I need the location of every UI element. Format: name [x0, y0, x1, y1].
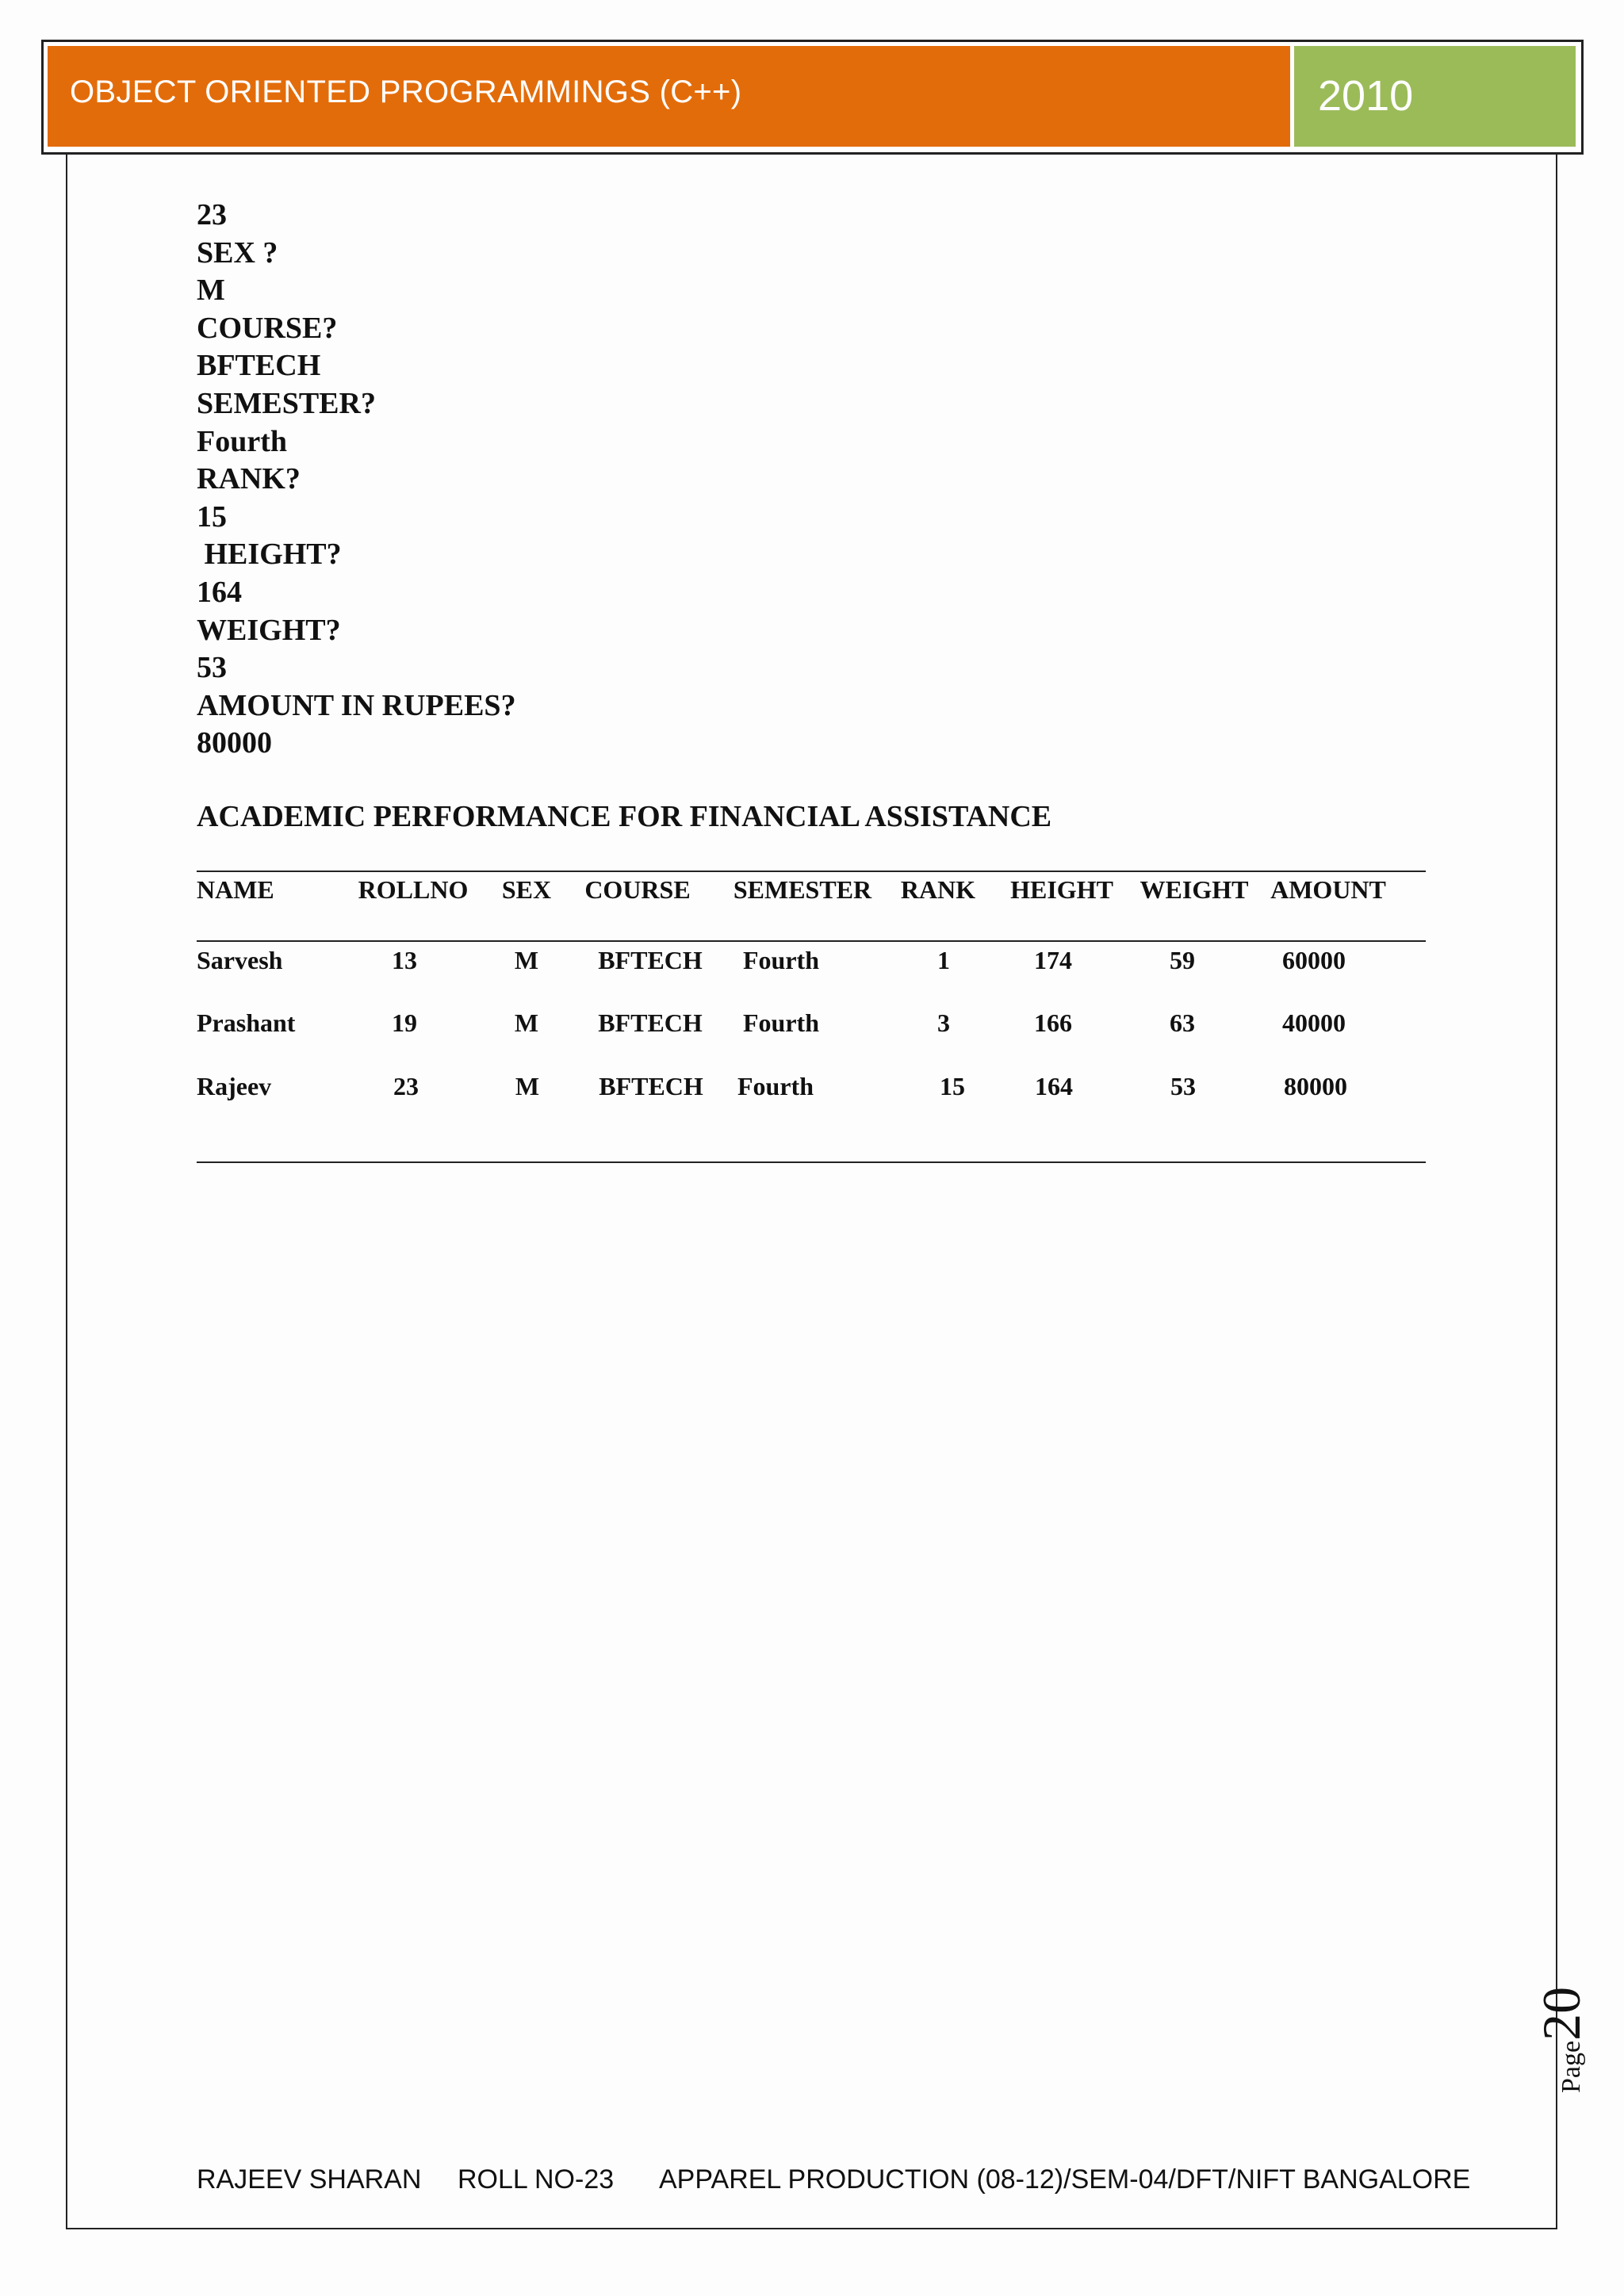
cell-name: Sarvesh [197, 946, 283, 974]
page-number [1530, 1986, 1591, 2101]
footer-author: RAJEEV SHARAN [197, 2164, 422, 2195]
cell-height: 174 [1034, 946, 1072, 974]
column-header-name: NAME [197, 875, 274, 904]
cell-semester: Fourth [737, 1072, 814, 1100]
column-header-semester: SEMESTER [733, 875, 872, 904]
program-output-lines [197, 197, 516, 763]
cell-weight: 59 [1170, 946, 1195, 974]
cell-course: BFTECH [599, 1072, 703, 1100]
table-header-rule [197, 940, 1426, 942]
cell-rollno: 23 [393, 1072, 419, 1100]
output-line: AMOUNT IN RUPEES? [197, 688, 516, 722]
cell-semester: Fourth [743, 946, 819, 974]
cell-height: 164 [1035, 1072, 1073, 1100]
cell-rank: 15 [940, 1072, 965, 1100]
column-header-weight: WEIGHT [1139, 875, 1249, 904]
header-year: 2010 [1318, 72, 1414, 120]
page-label: Page [1557, 2040, 1586, 2093]
cell-rollno: 19 [392, 1008, 417, 1037]
table-top-rule [197, 871, 1426, 872]
output-line: 53 [197, 651, 227, 685]
section-title: ACADEMIC PERFORMANCE FOR FINANCIAL ASSISTANCE [197, 800, 1052, 833]
output-line: BFTECH [197, 349, 321, 383]
output-line: WEIGHT? [197, 613, 341, 647]
footer-roll: ROLL NO-23 [458, 2164, 615, 2195]
output-line: COURSE? [197, 311, 338, 345]
output-line: 23 [197, 198, 227, 232]
column-header-rank: RANK [900, 875, 976, 904]
table-bottom-rule [197, 1161, 1426, 1163]
output-line: 15 [197, 499, 227, 534]
cell-rollno: 13 [392, 946, 417, 974]
column-header-height: HEIGHT [1010, 875, 1113, 904]
cell-sex: M [514, 1008, 539, 1037]
cell-semester: Fourth [743, 1008, 819, 1037]
output-line: 164 [197, 575, 242, 609]
column-header-course: COURSE [584, 875, 691, 904]
cell-course: BFTECH [598, 946, 703, 974]
column-header-rollno: ROLLNO [358, 875, 469, 904]
footer-course: APPAREL PRODUCTION (08-12)/SEM-04/DFT/NIFT BANGALORE [659, 2164, 1471, 2195]
cell-weight: 53 [1170, 1072, 1196, 1100]
cell-amount: 60000 [1282, 946, 1346, 974]
output-line: HEIGHT? [197, 538, 342, 572]
column-header-sex: SEX [501, 875, 552, 904]
cell-weight: 63 [1170, 1008, 1195, 1037]
cell-sex: M [514, 946, 539, 974]
output-line: SEX ? [197, 235, 278, 270]
cell-course: BFTECH [598, 1008, 703, 1037]
output-line: RANK? [197, 462, 301, 496]
output-line: 80000 [197, 726, 272, 760]
cell-rank: 1 [937, 946, 950, 974]
cell-name: Rajeev [197, 1072, 272, 1100]
cell-amount: 40000 [1282, 1008, 1346, 1037]
cell-name: Prashant [197, 1008, 296, 1037]
column-header-amount: AMOUNT [1270, 875, 1386, 904]
cell-rank: 3 [937, 1008, 950, 1037]
cell-amount: 80000 [1284, 1072, 1347, 1100]
cell-height: 166 [1034, 1008, 1072, 1037]
header-title: OBJECT ORIENTED PROGRAMMINGS (C++) [70, 75, 742, 109]
output-line: SEMESTER? [197, 386, 376, 420]
page-digits: 20 [1531, 1986, 1591, 2041]
output-line: Fourth [197, 424, 287, 458]
output-line: M [197, 274, 225, 308]
cell-sex: M [515, 1072, 540, 1100]
